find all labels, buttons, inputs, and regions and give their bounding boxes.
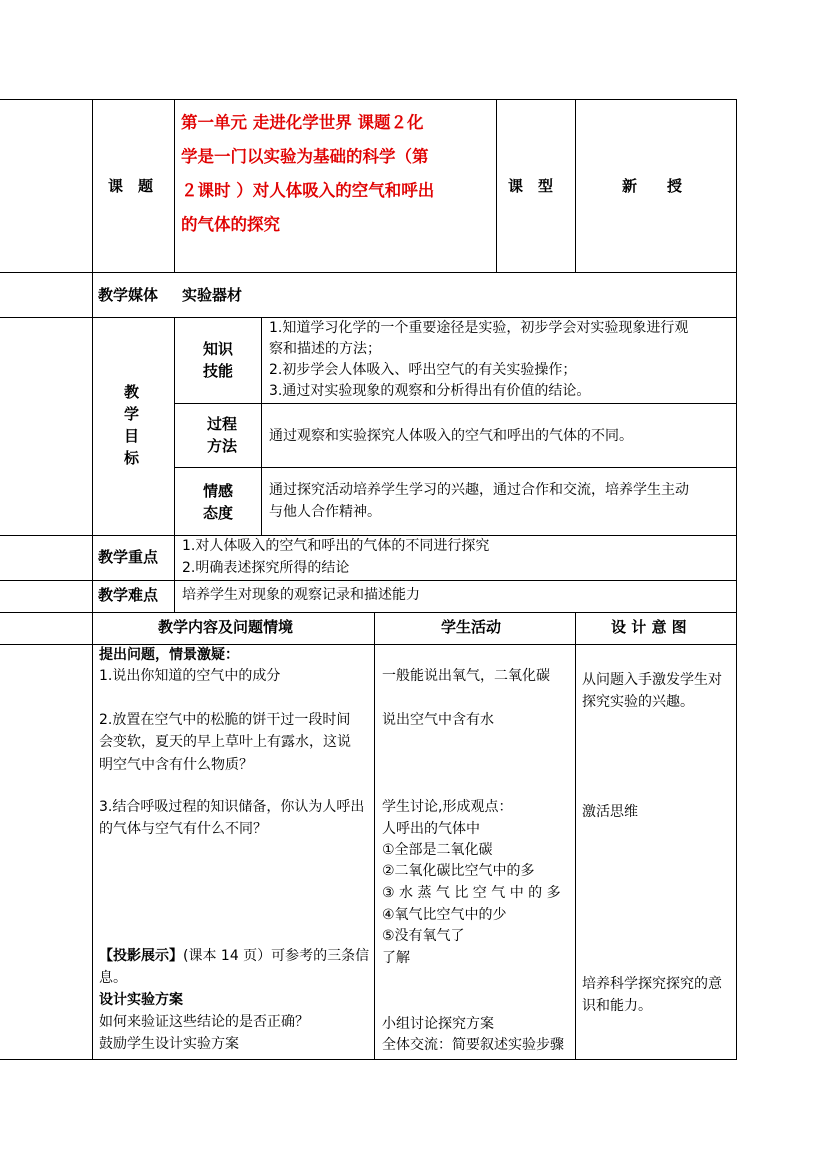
column-header-activity: 学生活动	[441, 618, 502, 636]
course-title-line-4: 的气体的探究	[181, 215, 280, 234]
difficulty-label: 教学难点	[98, 586, 159, 604]
type-label: 课 型	[508, 177, 554, 195]
course-title-line-2: 学是一门以实验为基础的科学（第	[181, 147, 429, 166]
section-heading-plan: 设计实验方案	[99, 992, 183, 1008]
column-header-intent: 设 计 意 图	[611, 618, 687, 636]
difficulty-text: 培养学生对现象的观察记录和描述能力	[182, 587, 420, 603]
section-heading-questions: 提出问题，情景激疑：	[99, 647, 239, 663]
activity-2: 说出空气中含有水	[382, 712, 494, 728]
course-title-line-1: 第一单元 走进化学世界 课题２化	[181, 113, 424, 132]
type-value: 新 授	[622, 177, 683, 195]
intent-2: 激活思维	[582, 804, 638, 820]
media-value: 实验器材	[182, 286, 243, 304]
column-header-content: 教学内容及问题情境	[158, 618, 294, 636]
key-points-label: 教学重点	[98, 548, 159, 566]
projection-note: 【投影展示】(课本 14 页）可参考的三条信	[99, 948, 370, 964]
question-1: 1.说出你知道的空气中的成分	[99, 668, 281, 684]
course-label: 课 题	[108, 177, 154, 195]
activity-1: 一般能说出氧气，二氧化碳	[382, 668, 550, 684]
course-title-line-3: ２课时 ）对人体吸入的空气和呼出	[181, 181, 435, 200]
projection-note-line-2: 息。	[99, 970, 127, 986]
objective-process-text: 通过观察和实验探究人体吸入的空气和呼出的气体的不同。	[269, 428, 633, 444]
media-label: 教学媒体	[98, 286, 159, 304]
